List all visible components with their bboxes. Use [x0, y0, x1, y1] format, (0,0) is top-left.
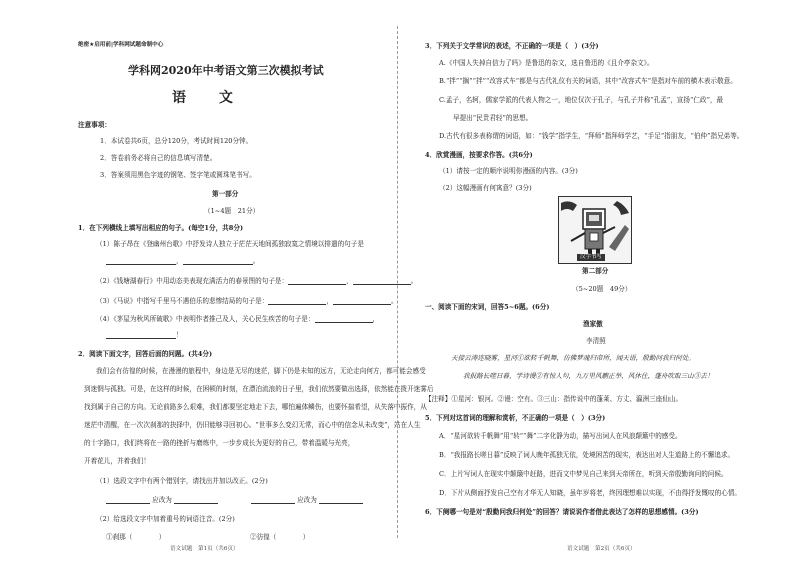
q2-stem: 2．阅读下面文字，回答后面的问题。(共4分) — [78, 350, 213, 358]
q3-stem: 3．下列关于文学常识的表述，不正确的一项是（ ）(3分) — [425, 42, 599, 50]
q1-blanks: ， 。 — [106, 257, 259, 265]
q2-sub2-b[interactable]: ②彷徨（ ） — [250, 533, 310, 541]
section1-title: 一、阅读下面的宋词，回答5~6题。(6分) — [425, 303, 550, 311]
exam-title: 学科网2020年中考语文第三次模拟考试 — [128, 64, 324, 77]
part1-title: 第一部分 — [212, 190, 239, 198]
poem-title: 渔家傲 — [583, 320, 603, 328]
q5-option: D．下片从侧面抒发自己空有才华无人知晓，虽年岁将老，终因理想难以实现，不由得抒发慨叹的心情。 — [439, 489, 742, 497]
q4-stem: 4．欣赏漫画，按要求作答。(共6分) — [425, 151, 533, 159]
q2-sub1-fill: 应改为 应改为 — [106, 496, 363, 504]
answer-blank[interactable] — [251, 496, 295, 504]
part1-range: （1~4题 21分） — [204, 207, 260, 215]
q3-option: C.孟子，名轲，儒家学派的代表人物之一，地位仅次于孔子，与孔子并称“孔孟”，宣扬“仁政”，最 — [439, 96, 724, 104]
q4-sub1: （1）请按一定的顺序说明你漫画的内容。(3分) — [439, 167, 578, 175]
q3-option: D.古代有很多表称谓的词语，如：“钱学”指学生，“拜师”指拜师学艺，“手足”指朋友，“伯仲”指兄弟等。 — [439, 132, 744, 140]
q1-line: （4）《茅屋为秋风所破歌》中表明作者推己及人，关心民生疾苦的句子是： ， — [96, 315, 380, 323]
q3-option: A.《中国人失掉自信力了吗》是鲁迅的杂文，选自鲁迅的《且介亭杂文》。 — [439, 59, 654, 67]
part2-title: 第二部分 — [582, 267, 609, 275]
passage-line: 迷茫中清醒，在一次次刹那的抉择中，仍旧能够寻回初心。“世事多么变幻无常，而心中的信念从未改变”，站在人生 — [84, 421, 421, 429]
poem-line: 天接云涛连晓雾，星河①欲转千帆舞，仿佛梦魂归帝所，闻天语，殷勤问我归何处。 — [451, 354, 695, 362]
passage-line: 到迷惘与孤独。可是，在这样的时候，在困顿的时刻，在漂泊流浪的日子里，我们依然要做出选择，依然能在拨开迷雾后 — [84, 385, 434, 393]
secret-mark: 绝密★启用前|学科网试题命制中心 — [78, 42, 164, 48]
q1-blanks: ！ — [106, 331, 183, 339]
q2-sub2: （2）给选段文字中加着重号的词语注音。(2分) — [96, 515, 235, 523]
notice-item: 2．答卷前务必将自己的信息填写清楚。 — [100, 154, 217, 162]
answer-blank[interactable] — [288, 277, 346, 285]
poem-author: 李清照 — [586, 337, 606, 345]
cartoon-caption: 汉字书写 — [577, 254, 605, 261]
q4-sub2: （2）这幅漫画有何寓意？(3分) — [439, 184, 532, 192]
q1-line: （1）陈子昂在《登幽州台歌》中抒发诗人独立于茫茫天地间孤独寂寞之情境以排遣的句子是 — [96, 240, 364, 248]
footer-right: 语文试题 第2页（共6页） — [567, 546, 636, 552]
notice-item: 3．答案须用黑色字迹的钢笔、签字笔或圆珠笔书写。 — [100, 171, 256, 179]
q1-line: （3）《马说》中指写千里马不遇伯乐的悲惨结局的句子是： ， 。 — [96, 297, 398, 305]
poem-line: 我报路长嗟日暮，学诗谩②有惊人句，九万里风鹏正举，风休住，蓬舟吹取三山③去！ — [463, 372, 714, 380]
notice-title: 注意事项： — [78, 121, 111, 129]
notice-item: 1．本试卷共6页，总分120分，考试时间120分钟。 — [100, 137, 253, 145]
q1-stem: 1．在下列横线上填写出相应的句子。(每空1分，共8分) — [78, 224, 244, 232]
answer-blank[interactable] — [106, 257, 176, 265]
answer-blank[interactable] — [315, 315, 373, 323]
answer-blank[interactable] — [333, 297, 391, 305]
part2-range: （5~20题 49分） — [572, 285, 632, 293]
q2-sub1: （1）选段文字中有两个错别字，请找出并加以改正。(2分) — [96, 477, 268, 485]
answer-blank[interactable] — [106, 331, 176, 339]
passage-line: 的十字路口，我们终将在一路的挫折与磨炼中，一步步成长为更好的自己，带着温暖与光亮， — [84, 439, 355, 447]
answer-blank[interactable] — [183, 257, 253, 265]
passage-line: 开着花儿，并着我们！ — [84, 457, 150, 465]
passage-line: 我们会有彷徨的时候，在漫漫的旅程中，身边是无尽的迷茫，脚下仍是未知的远方，无论走向何方，都可能会感受 — [96, 367, 426, 375]
q1-line: （2）《钱塘湖春行》中用动态美表现充满活力的春景图的句子是： ， 。 — [96, 277, 418, 285]
poem-note: 【注释】①星河：银河。②谩：空有。③三山：指传说中的蓬莱、方丈、瀛洲三座仙山。 — [425, 395, 683, 403]
answer-blank[interactable] — [268, 297, 326, 305]
right-page — [397, 0, 794, 562]
q3-option: B.“拌”“搁”“拌”“改容式车”都是与古代礼仪有关的词语，其中“改容式车”是指对车前的横木表示敬意。 — [439, 77, 737, 85]
q2-sub2-a[interactable]: ①刹那（ ） — [106, 533, 166, 541]
cartoon-image — [558, 196, 632, 264]
q3-option: 早提出“民贵君轻”的思想。 — [453, 114, 533, 122]
footer-left: 语文试题 第1页（共6页） — [170, 546, 239, 552]
q5-stem: 5．下列对这首词的理解和赏析，不正确的一项是（ ）(3分) — [425, 414, 606, 422]
answer-blank[interactable] — [106, 496, 150, 504]
q6-stem: 6．下阕哪一句是对“殷勤问我归何处”的回答？请说说作者借此表达了怎样的思想感情。(3分) — [425, 508, 699, 516]
answer-blank[interactable] — [319, 496, 363, 504]
passage-line: 找到属于自己的方向。无论前路多么艰难，我们都要坚定地走下去，哪怕遍体鳞伤，也要怀揣希望，从失落中振作，从 — [84, 403, 427, 411]
q5-option: A．“星河欲转千帆舞”用“转”“舞”二字化静为动，描写出词人在风浪颠簸中的感受。 — [439, 432, 682, 440]
q5-option: C．上片写词人在现实中颠簸中赶路，进而文中梦见自己来到天帝所在，听到天帝殷勤询问的问候。 — [439, 470, 728, 478]
q5-option: B．“我报路长嗟日暮”反映了词人晚年孤独无依，处境困苦的现实，表达出对人生道路上的不懈追求。 — [439, 451, 735, 459]
answer-blank[interactable] — [174, 496, 218, 504]
subject-title: 语 文 — [172, 90, 247, 106]
